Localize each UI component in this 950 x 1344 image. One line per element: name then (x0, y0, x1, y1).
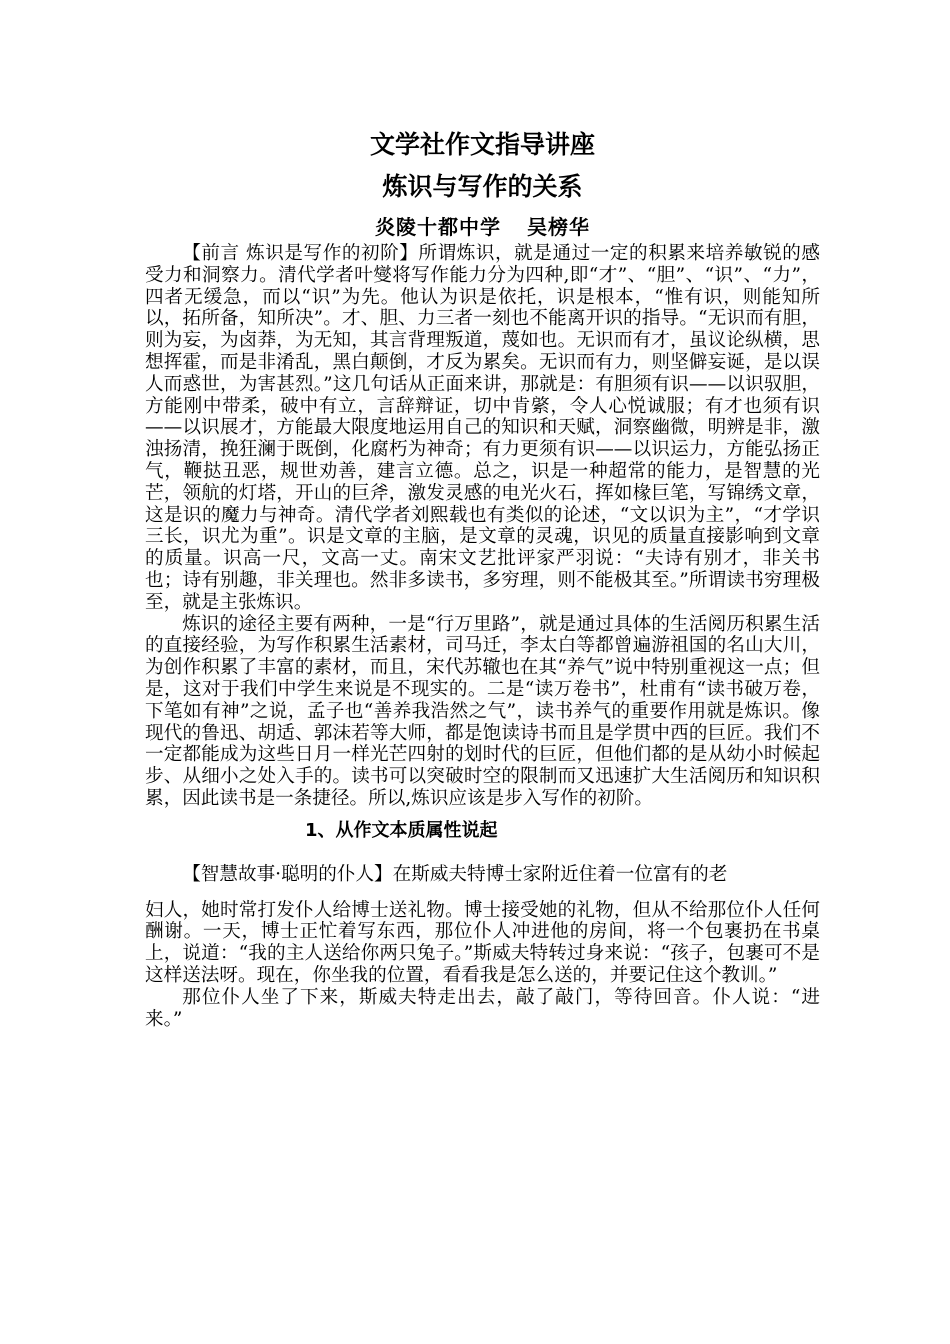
body-paragraph-method: 炼识的途径主要有两种，一是“行万里路”，就是通过具体的生活阅历积累生活的直接经验，为写作积累生活素材，司马迁，李太白等都曾遍游祖国的名山大川，为创作积累了丰富的素材，而且，宋代苏辙也在其“养气”说中特别重视这一点；但是，这对于我们中学生来说是不现实的。二是“读万卷书”，杜甫有“读书破万卷，下笔如有神”之说，孟子也“善养我浩然之气”，读书养气的重要作用就是炼识。像现代的鲁迅、胡适、郭沫若等大师，都是饱读诗书而且是学贯中西的巨匠。我们不一定都能成为这些日月一样光芒四射的划时代的巨匠，但他们都的是从幼小时候起步、从细小之处入手的。读书可以突破时空的限制而又迅速扩大生活阅历和知识积累，因此读书是一条捷径。所以,炼识应该是步入写作的初阶。 (145, 613, 820, 809)
document-page (145, 128, 820, 1030)
story-paragraph-ending: 那位仆人坐了下来，斯威夫特走出去，敲了敲门，等待回音。仆人说：“进来。” (145, 986, 820, 1030)
document-title: 文学社作文指导讲座 (369, 130, 595, 159)
body-paragraph-preface: 【前言 炼识是写作的初阶】所谓炼识，就是通过一定的积累来培养敏锐的感受力和洞察力。清代学者叶燮将写作能力分为四种,即“才”、“胆”、“识”、“力”，四者无缓急，而以“识”为先。他认为识是依托，识是根本，“惟有识，则能知所以，拓所备，知所决”。才、胆、力三者一刻也不能离开识的指导。“无识而有胆，则为妄，为卤莽，为无知，其言背理叛道，蔑如也。无识而有才，虽议论纵横，思想挥霍，而是非淆乱，黑白颠倒，才反为累矣。无识而有力，则坚僻妄诞，是以误人而惑世，为害甚烈。”这几句话从正面来讲，那就是：有胆须有识——以识驭胆，方能刚中带柔，破中有立，言辞辩证，切中肯綮，令人心悦诚服；有才也须有识——以识展才，方能最大限度地运用自己的知识和天赋，洞察幽微，明辨是非，激浊扬清，挽狂澜于既倒，化腐朽为神奇；有力更须有识——以识运力，方能弘扬正气，鞭挞丑恶，规世劝善，建言立德。总之，识是一种超常的能力，是智慧的光芒，领航的灯塔，开山的巨斧，激发灵感的电光火石，挥如椽巨笔，写锦绣文章，这是识的魔力与神奇。清代学者刘熙载也有类似的论述，“文以识为主”，“才学识三长，识尤为重”。识是文章的主脑，是文章的灵魂，识见的质量直接影响到文章的质量。识高一尺，文高一丈。南宋文艺批评家严羽说：“夫诗有别才，非关书也；诗有别趣，非关理也。然非多读书，多穷理，则不能极其至。”所谓读书穷理极至，就是主张炼识。 (145, 243, 820, 613)
document-subtitle: 炼识与写作的关系 (382, 172, 583, 201)
story-paragraph-continued: 妇人，她时常打发仆人给博士送礼物。博士接受她的礼物，但从不给那位仆人任何酬谢。一天，博士正忙着写东西，那位仆人冲进他的房间，将一个包裹扔在书桌上，说道：“我的主人送给你两只兔子。”斯威夫特转过身来说：“孩子，包裹可不是这样送法呀。现在，你坐我的位置，看看我是怎么送的，并要记住这个教训。” (145, 899, 820, 986)
author-name: 吴榜华 (527, 215, 590, 239)
section-heading: 1、从作文本质属性说起 (305, 819, 498, 841)
story-paragraph-intro: 【智慧故事·聪明的仆人】在斯威夫特博士家附近住着一位富有的老 (182, 863, 728, 885)
author-school: 炎陵十都中学 (375, 215, 501, 239)
author-line (145, 214, 820, 240)
